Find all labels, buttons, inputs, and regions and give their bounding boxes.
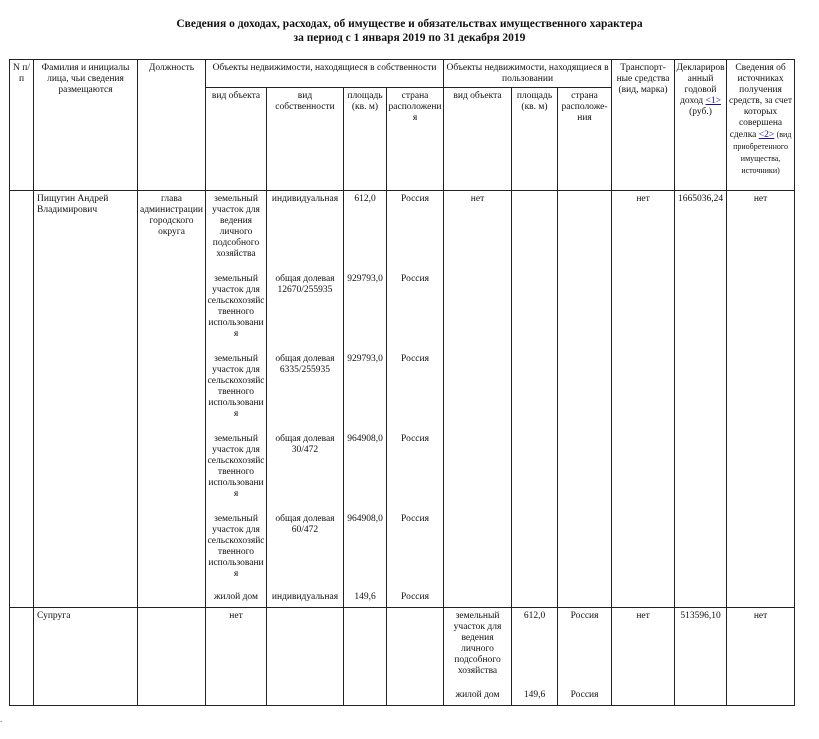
used-type: жилой дом — [444, 687, 512, 706]
owned-ownership: общая долевая 60/472 — [267, 511, 344, 589]
owned-ownership: индивидуальная — [267, 589, 344, 608]
owned-area: 149,6 — [344, 589, 387, 608]
person-name: Супруга — [34, 608, 138, 706]
person-transport: нет — [612, 608, 675, 706]
person-income: 1665036,24 — [675, 191, 727, 608]
owned-country: Россия — [387, 271, 444, 351]
table-row — [10, 608, 795, 687]
person-name: Пищугин Андрей Владимирович — [34, 191, 138, 608]
used-country — [558, 191, 612, 608]
owned-type: земельный участок для ведения личного подсобного хозяйства — [206, 191, 267, 271]
owned-area: 929793,0 — [344, 271, 387, 351]
person-income: 513596,10 — [675, 608, 727, 706]
header-row-1 — [10, 60, 795, 88]
header-owned-group: Объекты недвижимости, находящиеся в собственности — [206, 60, 444, 88]
owned-ownership: общая долевая 12670/255935 — [267, 271, 344, 351]
footer-mark: . — [0, 714, 3, 724]
header-income — [675, 60, 727, 191]
owned-area: 929793,0 — [344, 351, 387, 431]
owned-type: жилой дом — [206, 589, 267, 608]
used-area: 612,0 — [512, 608, 558, 687]
header-position: Должность — [138, 60, 206, 191]
header-sources-text: Сведения об источниках получения средств, за счет которых совершена сделка — [729, 63, 793, 140]
owned-country — [387, 608, 444, 706]
owned-country: Россия — [387, 589, 444, 608]
header-income-unit: (руб.) — [689, 107, 712, 117]
used-type: земельный участок для ведения личного подсобного хозяйства — [444, 608, 512, 687]
owned-type: земельный участок для сельскохозяйственного использования — [206, 431, 267, 511]
header-used-group: Объекты недвижимости, находящиеся в пользовании — [444, 60, 612, 88]
header-used-area: площадь (кв. м) — [512, 88, 558, 191]
header-income-text: Декларированный годовой доход — [676, 63, 725, 106]
person-sources: нет — [727, 191, 795, 608]
declaration-table — [9, 59, 795, 706]
person-position: глава администрации городского округа — [138, 191, 206, 608]
header-used-country: страна расположе-ния — [558, 88, 612, 191]
header-owned-country: страна расположения — [387, 88, 444, 191]
used-country: Россия — [558, 608, 612, 687]
header-owned-type: вид объекта — [206, 88, 267, 191]
owned-ownership: общая долевая 30/472 — [267, 431, 344, 511]
used-area — [512, 191, 558, 608]
owned-country: Россия — [387, 431, 444, 511]
header-owned-ownership: вид собственности — [267, 88, 344, 191]
used-area: 149,6 — [512, 687, 558, 706]
owned-country: Россия — [387, 191, 444, 271]
header-num: N п/п — [10, 60, 34, 191]
owned-area: 612,0 — [344, 191, 387, 271]
header-used-type: вид объекта — [444, 88, 512, 191]
header-name: Фамилия и инициалы лица, чьи сведения размещаются — [34, 60, 138, 191]
person-transport: нет — [612, 191, 675, 608]
owned-type: нет — [206, 608, 267, 706]
owned-country: Россия — [387, 351, 444, 431]
owned-country: Россия — [387, 511, 444, 589]
owned-type: земельный участок для сельскохозяйственного использования — [206, 351, 267, 431]
person-position — [138, 608, 206, 706]
footnote-1-link[interactable]: <1> — [705, 96, 721, 106]
header-transport: Транспорт-ные средства (вид, марка) — [612, 60, 675, 191]
owned-type: земельный участок для сельскохозяйственного использования — [206, 271, 267, 351]
owned-ownership: общая долевая 6335/255935 — [267, 351, 344, 431]
table-row — [10, 191, 795, 271]
owned-type: земельный участок для сельскохозяйственного использования — [206, 511, 267, 589]
used-country: Россия — [558, 687, 612, 706]
owned-ownership: индивидуальная — [267, 191, 344, 271]
owned-area — [344, 608, 387, 706]
header-sources — [727, 60, 795, 191]
header-owned-area: площадь (кв. м) — [344, 88, 387, 191]
person-sources: нет — [727, 608, 795, 706]
row-num — [10, 608, 34, 706]
row-num — [10, 191, 34, 608]
owned-area: 964908,0 — [344, 431, 387, 511]
document-title-line2: за период с 1 января 2019 по 31 декабря 2019 — [293, 32, 526, 44]
footnote-2-link[interactable]: <2> — [758, 130, 775, 140]
owned-ownership — [267, 608, 344, 706]
header-sources-tail: (вид приобретенного имущества, источники) — [733, 130, 792, 175]
owned-area: 964908,0 — [344, 511, 387, 589]
used-type: нет — [444, 191, 512, 608]
document-title-line1: Сведения о доходах, расходах, об имуществе и обязательствах имущественного характера — [176, 18, 643, 30]
